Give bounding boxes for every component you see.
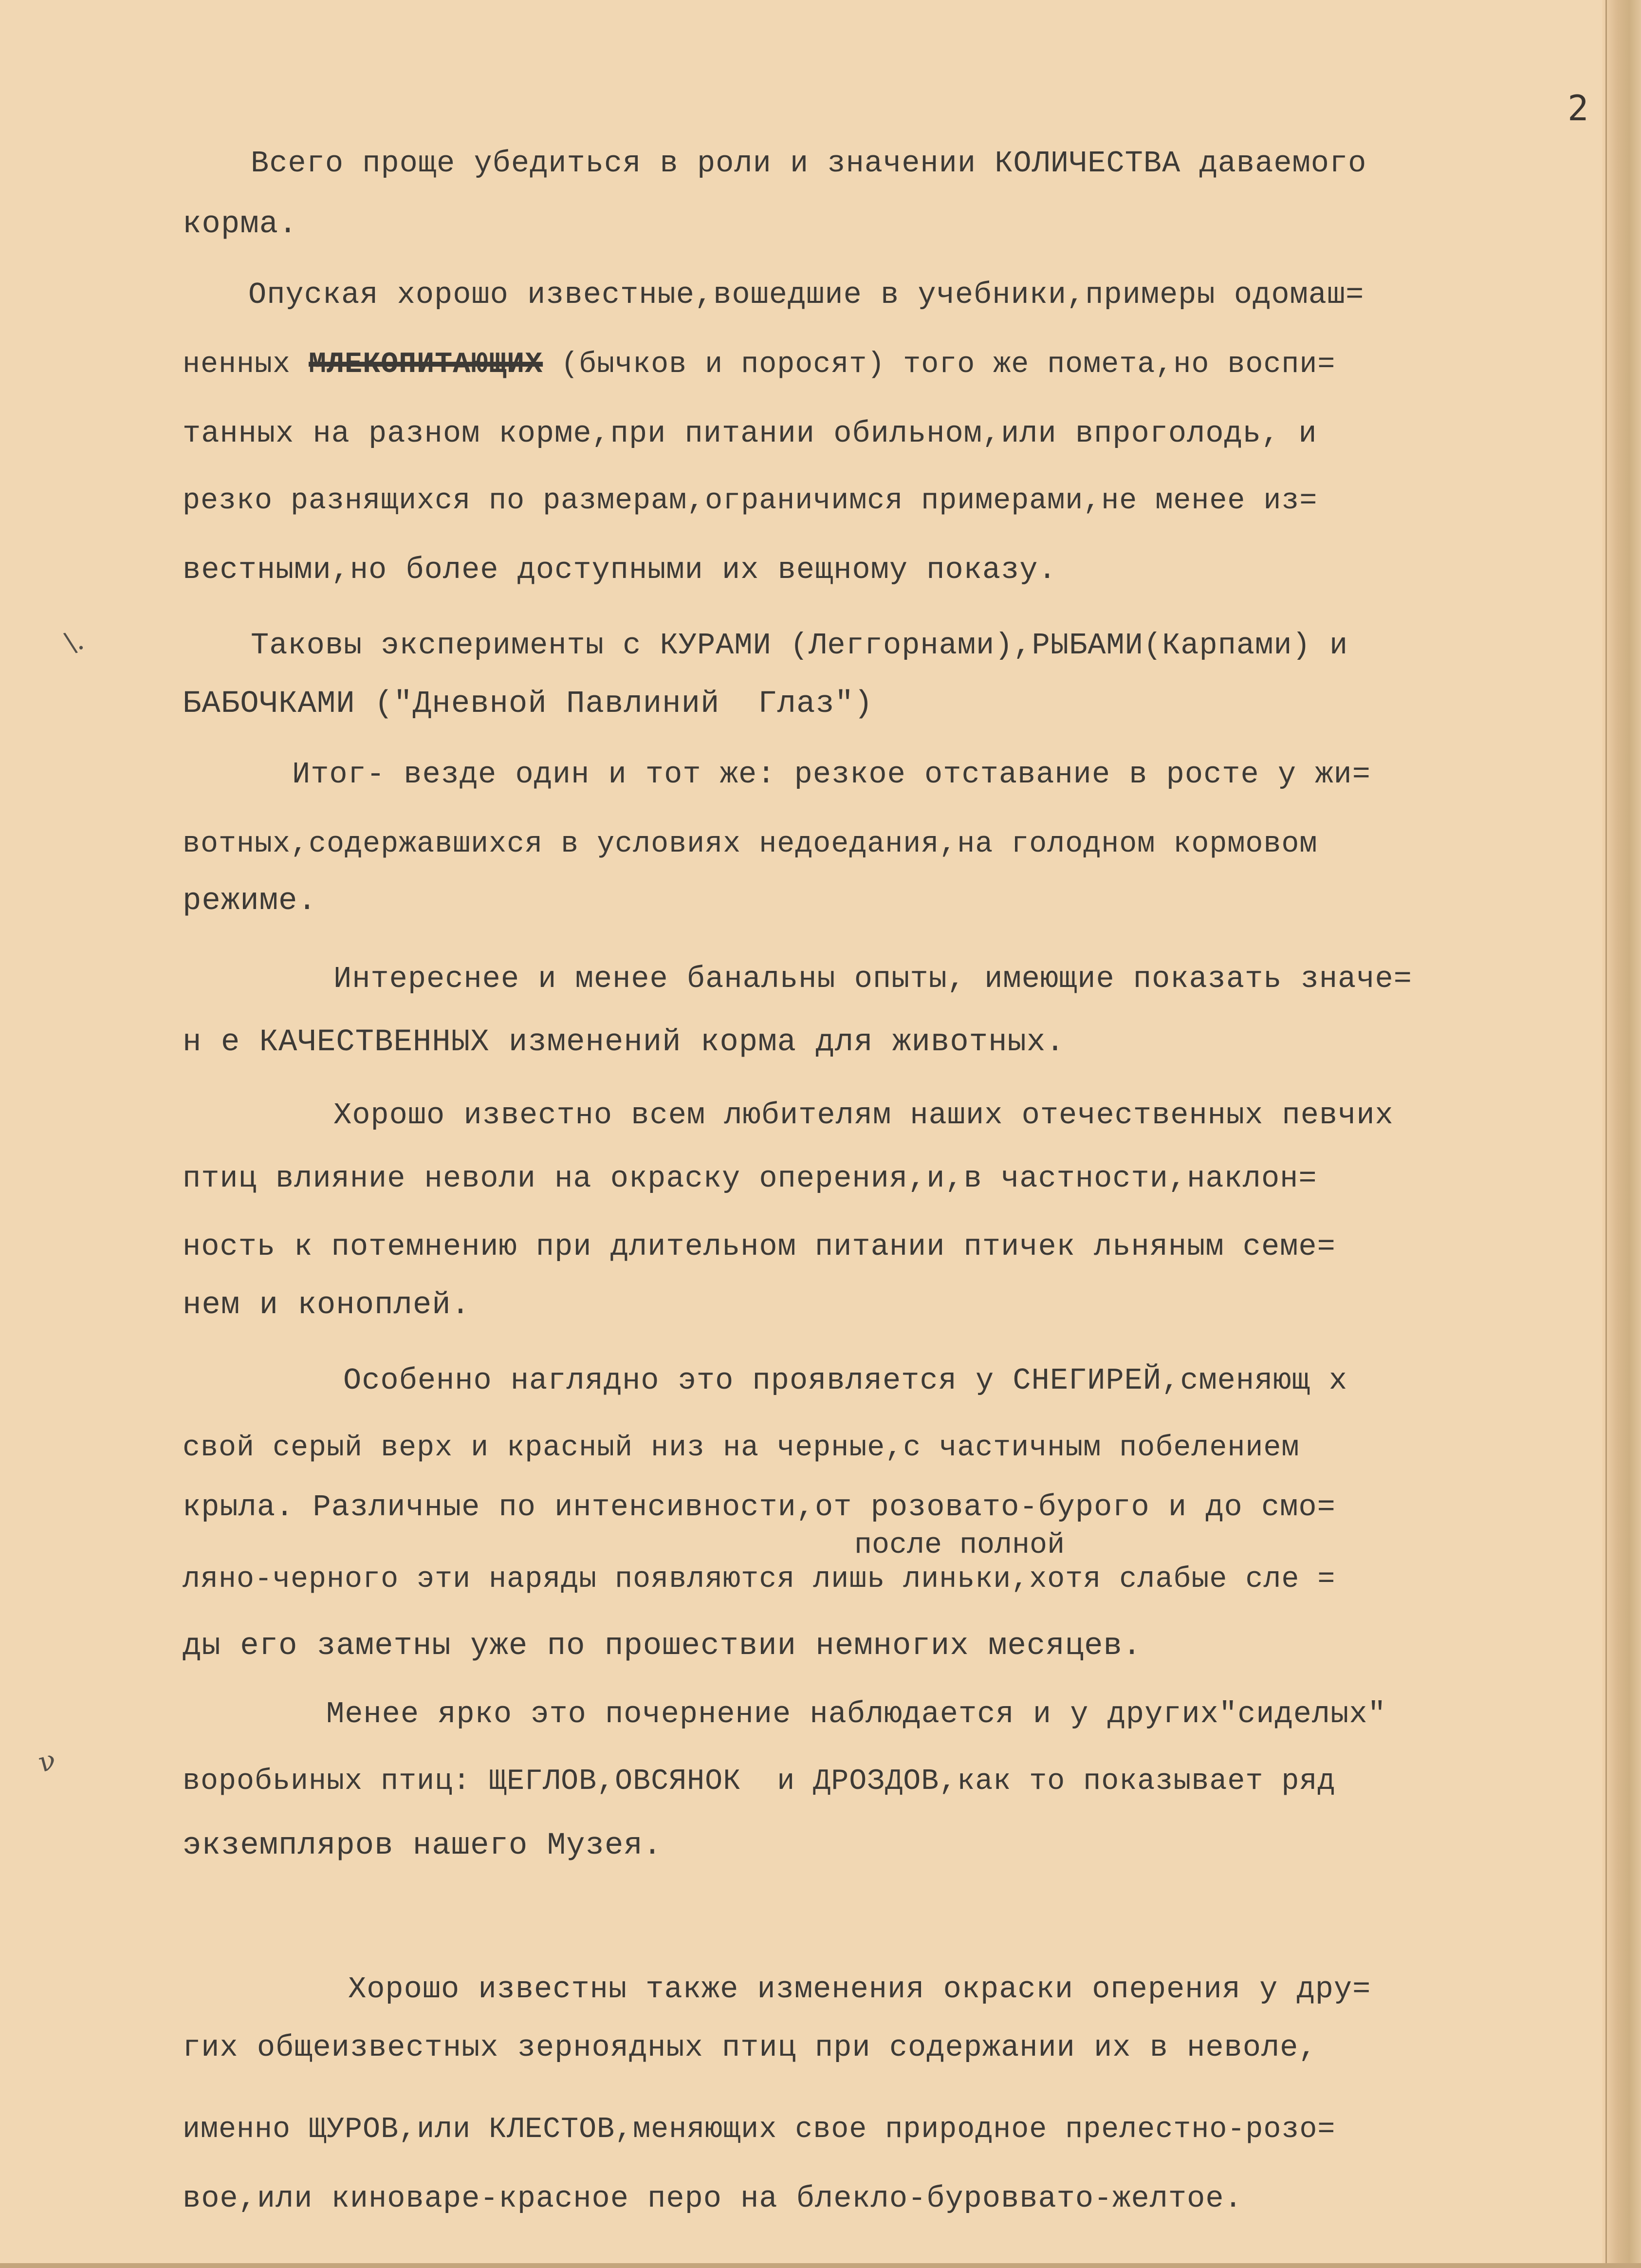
text-line: вое,или киноварe-красное перо на блекло-буроввато-желтое. — [183, 2181, 1243, 2216]
text-line: танных на разном корме,при питании обильном,или впроголодь, и — [183, 416, 1317, 451]
text-line: режиме. — [183, 884, 317, 919]
text-line: н е КАЧЕСТВЕННЫХ изменений корма для животных. — [183, 1025, 1065, 1060]
page-edge-line — [1605, 0, 1607, 2268]
text-line — [183, 348, 1335, 381]
text-line: птиц влияние неволи на окраску оперения,и,в частности,наклон= — [183, 1161, 1317, 1196]
text-segment: (бычков и поросят) того же помета,но воспи= — [543, 348, 1336, 381]
text-line: Интереснее и менее банальны опыты, имеющие показать значе= — [333, 962, 1412, 996]
text-line: Менее ярко это почернение наблюдается и у других"сиделых" — [326, 1697, 1386, 1731]
text-line: ность к потемнению при длительном питании птичек льняным семе= — [183, 1229, 1336, 1264]
handwritten-insertion: после полной — [854, 1529, 1065, 1562]
page-number: 2 — [1567, 88, 1589, 129]
text-line: свой серый верх и красный низ на черные,с частичным побелением — [183, 1431, 1300, 1465]
text-line: Особенно наглядно это проявляется у СНЕГИРЕЙ,сменяющ х — [343, 1363, 1348, 1398]
text-segment: ненных — [183, 348, 309, 381]
text-line: Хорошо известно всем любителям наших отечественных певчих — [333, 1098, 1394, 1133]
struck-word: МЛЕКОПИТАЮЩИХ — [309, 348, 543, 381]
text-line: Итог- везде один и тот же: резкое отставание в росте у жи= — [292, 757, 1371, 792]
text-line: вестными,но более доступными их вещному показу. — [183, 553, 1057, 587]
text-line: Всего проще убедиться в роли и значении КОЛИЧЕСТВА даваемого — [251, 146, 1367, 181]
text-line: гих общеизвестных зерноядных птиц при содержании их в неволе, — [183, 2030, 1317, 2065]
text-line: крыла. Различные по интенсивности,от розовато-бурого и до смо= — [183, 1490, 1336, 1524]
page-bottom-edge — [0, 2263, 1641, 2268]
text-line: экземпляров нашего Музея. — [183, 1828, 663, 1863]
text-line: Опуская хорошо известные,вошедшие в учебники,примеры одомаш= — [248, 278, 1364, 312]
text-line: резко разнящихся по размерам,ограничимся примерами,не менее из= — [183, 484, 1318, 518]
text-line: воробьиных птиц: ЩЕГЛОВ,ОВСЯНОК и ДРОЗДОВ,как то показывает ряд — [183, 1765, 1336, 1798]
text-line: вотных,содержавшихся в условиях недоедания,на голодном кормовом — [183, 828, 1318, 861]
page-edge-shadow — [1602, 0, 1641, 2268]
margin-mark: \. — [62, 624, 88, 659]
text-line: именно ЩУРОВ,или КЛЕСТОВ,меняющих свое природное прелестно-розо= — [183, 2113, 1336, 2146]
text-line: Таковы эксперименты с КУРАМИ (Леггорнами),РЫБАМИ(Карпами) и — [251, 628, 1348, 663]
text-line: ляно-черного эти наряды появляются лишь линьки,хотя слабые сле = — [183, 1563, 1336, 1596]
text-line: БАБОЧКАМИ ("Дневной Павлиний Глаз") — [183, 687, 873, 722]
margin-mark: ν — [35, 1744, 59, 1779]
text-line: ды его заметны уже по прошествии немногих месяцев. — [183, 1629, 1142, 1664]
text-line: нем и коноплей. — [183, 1288, 471, 1323]
text-line: Хорошо известны также изменения окраски оперения у дру= — [348, 1972, 1371, 2007]
text-line: корма. — [183, 207, 298, 242]
